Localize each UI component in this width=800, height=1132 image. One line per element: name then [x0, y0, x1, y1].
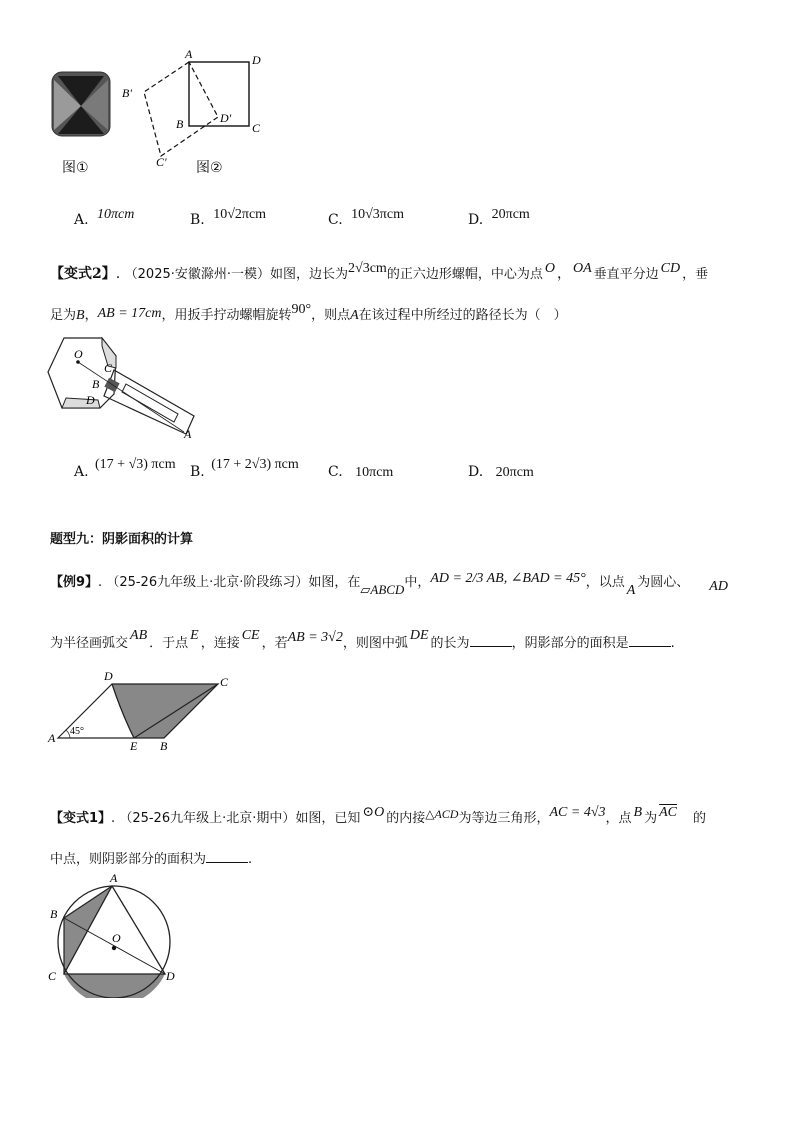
variant-2-line-1: 【变式2】. （2025·安徽滁州·一模）如图，边长为2√3cm的正六边形螺帽，中心为点 O ， OA 垂直平分边 CD ，垂 [50, 261, 709, 282]
option-letter: A. [74, 212, 89, 228]
parallelogram-label-angle: 45° [70, 726, 84, 737]
figure-2-label-D-prime: D' [220, 111, 232, 125]
wrench-label-B: B [92, 377, 100, 391]
parallelogram-label-B: B [160, 739, 168, 753]
prev-option-d[interactable] [468, 207, 530, 231]
answer-blank-shaded-area[interactable] [629, 634, 671, 647]
option-value: 10√2πcm [213, 207, 267, 222]
wrench-label-A: A [184, 427, 192, 441]
figure-2-label-D: D [252, 53, 261, 67]
option-letter: C. [328, 212, 343, 228]
variant-2-option-d[interactable]: D. 20πcm [468, 464, 534, 480]
circle-label-O: O [112, 931, 121, 945]
example-tag: 【例9】 [50, 575, 99, 590]
figure-2-label-C-prime: C' [156, 155, 167, 169]
variant-1-line-2: 中点，则阴影部分的面积为 . [50, 852, 253, 867]
option-value: (17 + √3) πcm [95, 457, 176, 472]
figure-2-label-B-prime: B' [122, 86, 132, 100]
variant-2-option-b[interactable]: B. (17 + 2√3) πcm [190, 457, 299, 480]
parallelogram-label-E: E [130, 739, 138, 753]
variant-2-option-a[interactable]: A. (17 + √3) πcm [74, 457, 176, 480]
variant-2-line-2: 足为B，AB = 17cm，用扳手拧动螺帽旋转90°，则点A在该过程中所经过的路径长为（ ） [50, 302, 567, 323]
variant-1-line-1: 【变式1】. （25-26九年级上·北京·期中）如图，已知 ⊙O 的内接△ACD为等边三角形，AC = 4√3，点 B 为 $\overline{AC}$ 的 [50, 805, 707, 826]
option-value: 20πcm [495, 465, 534, 480]
parallelogram-label-C: C [220, 675, 229, 689]
variant-2-option-c[interactable]: C. 10πcm [328, 464, 394, 480]
example-9-line-1: 【例9】. （25-26九年级上·北京·阶段练习）如图，在▱ABCD中，AD = 2/3 AB, ∠BAD = 45°，以点A为圆心、 AD [50, 571, 728, 598]
parallelogram-label-D: D [104, 670, 113, 683]
option-value: 10πcm [97, 207, 135, 222]
answer-blank-shaded-area[interactable] [206, 850, 248, 863]
parallelogram-label-A: A [48, 731, 56, 745]
prev-option-c[interactable] [328, 207, 404, 231]
prev-option-a[interactable] [74, 207, 135, 231]
wrench-diagram [44, 334, 204, 444]
figure-2-label-B: B [176, 117, 184, 131]
source-text: （2025·安徽滁州·一模）如图，边长为 [124, 267, 349, 282]
circle-diagram [44, 868, 194, 998]
answer-blank-arc-length[interactable] [470, 634, 512, 647]
figure-2-diagram [112, 44, 282, 169]
circle-label-C: C [48, 969, 57, 983]
example-9-line-2: 为半径画弧交AB．于点E，连接CE，若AB = 3√2，则图中弧DE的长为 ，阴影部分的面积是 . [50, 628, 675, 651]
figure-2-caption: 图② [196, 160, 223, 176]
option-value: 10√3πcm [351, 207, 404, 222]
section-heading: 题型九：阴影面积的计算 [50, 532, 194, 547]
option-value: 20πcm [491, 207, 530, 222]
circle-label-D: D [166, 969, 175, 983]
option-value: 10πcm [355, 465, 394, 480]
wrench-label-D: D [86, 393, 95, 407]
circle-label-A: A [110, 871, 118, 885]
wrench-label-O: O [74, 347, 83, 361]
option-letter: B. [190, 212, 205, 228]
figure-2-label-C: C [252, 121, 261, 135]
figure-1-image [50, 66, 112, 141]
parallelogram-diagram [44, 670, 244, 755]
variant-tag: 【变式2】 [50, 266, 116, 282]
variant-tag: 【变式1】 [50, 811, 112, 826]
option-letter: D. [468, 212, 484, 228]
prev-option-b[interactable] [190, 207, 267, 231]
figure-1-caption: 图① [62, 160, 89, 176]
circle-label-B: B [50, 907, 58, 921]
option-value: (17 + 2√3) πcm [211, 457, 299, 472]
wrench-label-C: C [104, 361, 113, 375]
figure-2-label-A: A [185, 47, 193, 61]
